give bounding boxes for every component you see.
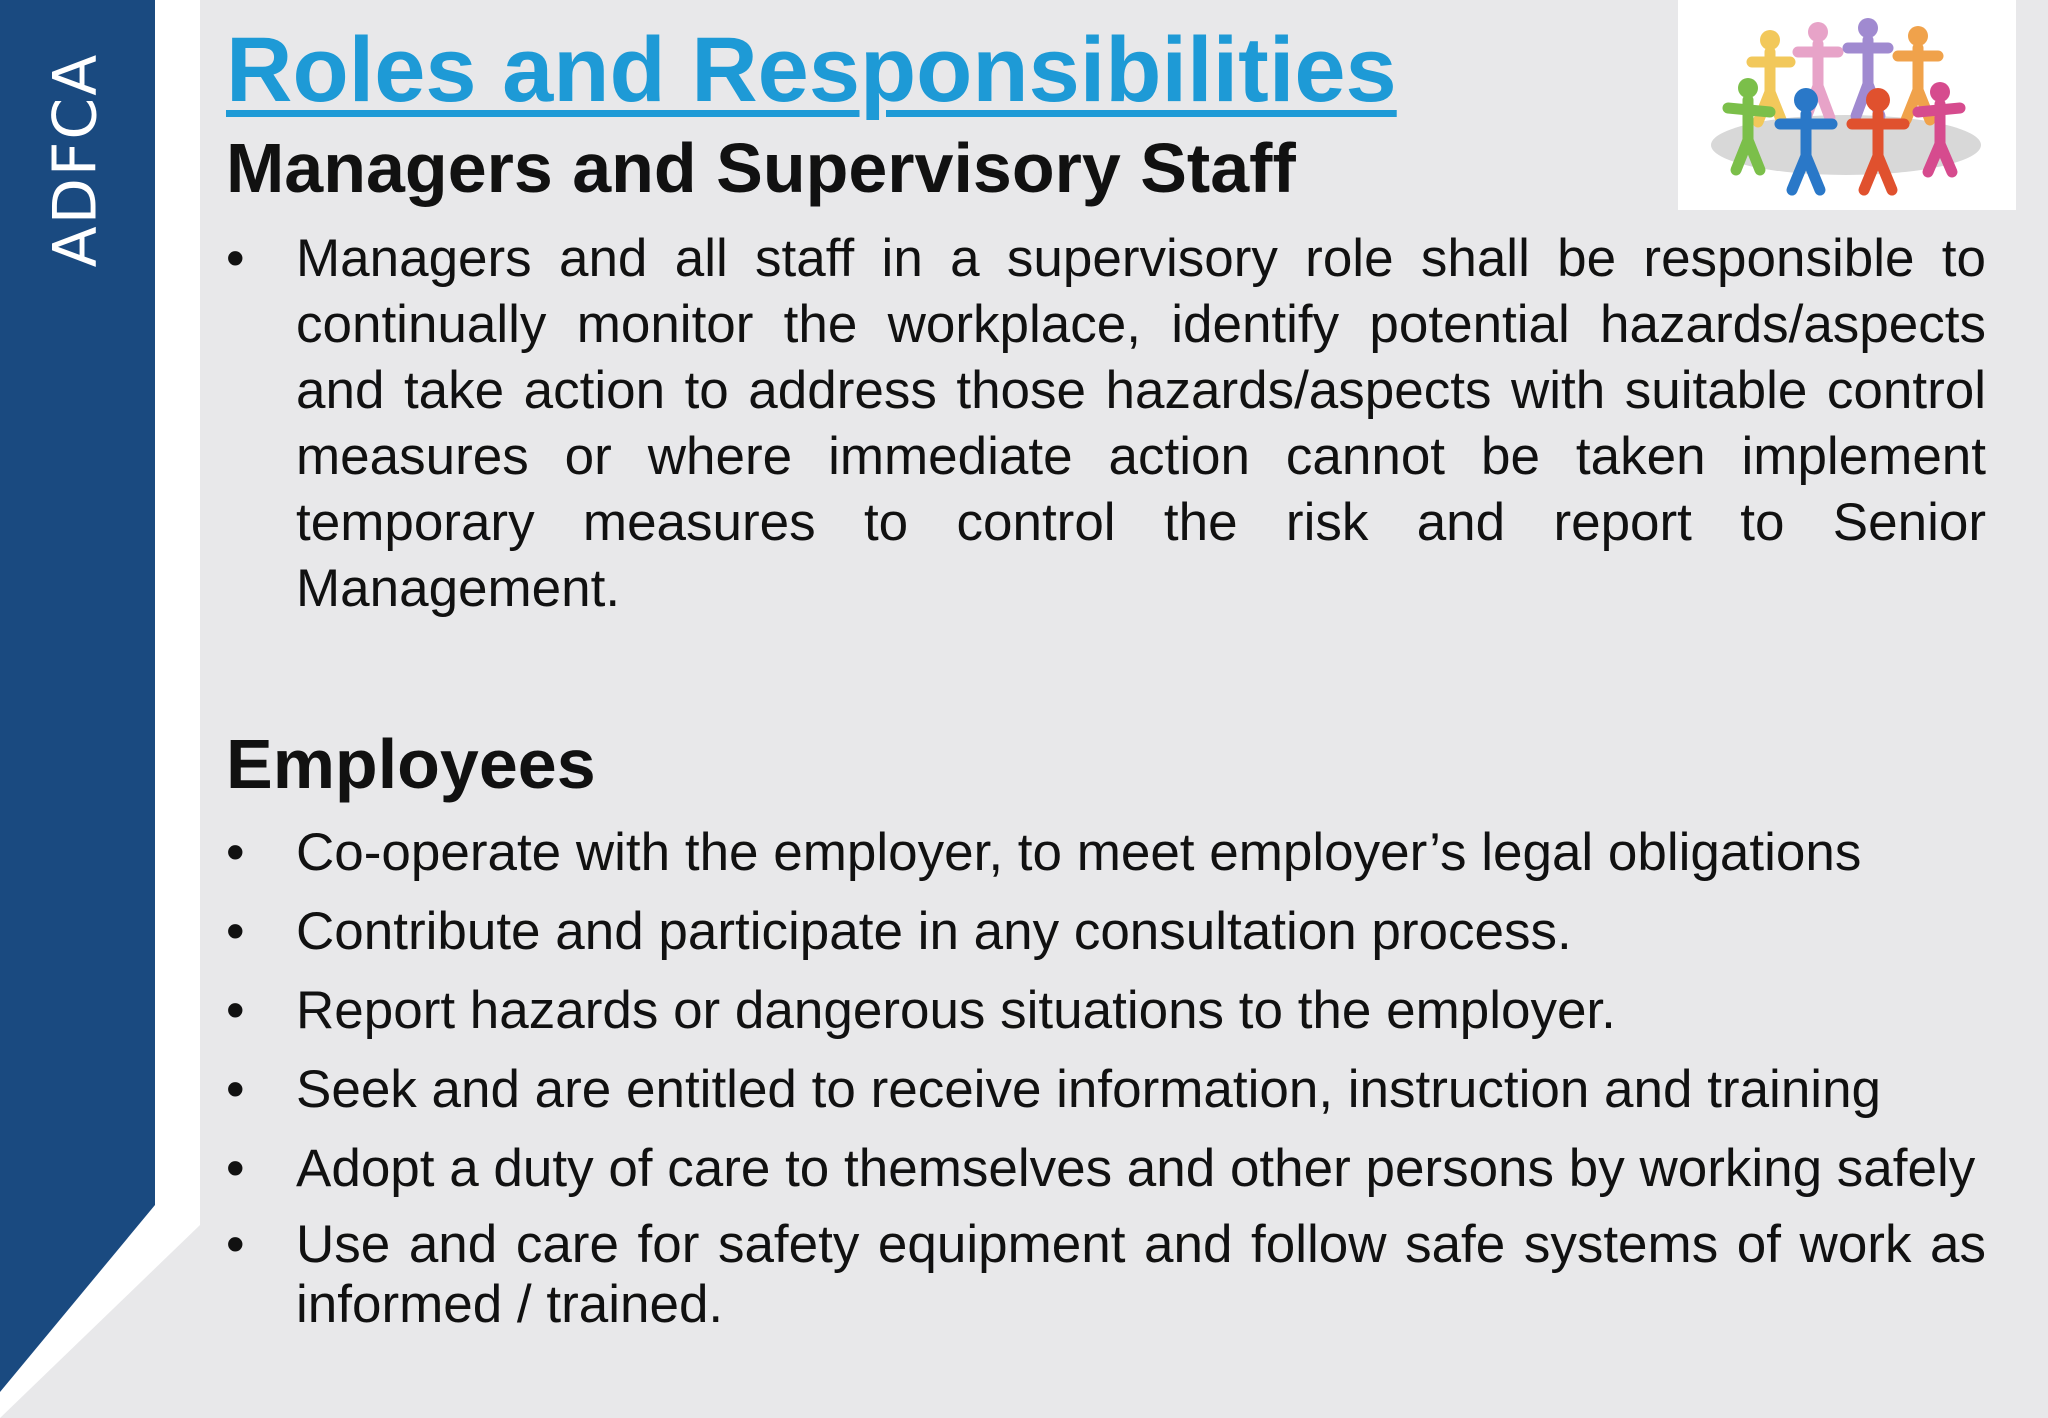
list-item: • Co-operate with the employer, to meet employer’s legal obligations bbox=[226, 820, 1986, 886]
managers-bullet-list bbox=[226, 226, 1986, 622]
section-heading-managers: Managers and Supervisory Staff bbox=[226, 129, 1296, 207]
list-item: • Seek and are entitled to receive information, instruction and training bbox=[226, 1057, 1986, 1123]
list-item: • Use and care for safety equipment and follow safe systems of work as informed / trained. bbox=[226, 1215, 1986, 1335]
brand-text: ADFCA bbox=[40, 52, 111, 268]
list-item: • Contribute and participate in any consultation process. bbox=[226, 899, 1986, 965]
list-item: • Managers and all staff in a supervisory role shall be responsible to continually monitor the workplace, identify potential hazards/aspects and take action to address those hazards/aspects with suitable control measures or where immediate action cannot be taken implement temporary measures to control the risk and report to Senior Management. bbox=[226, 226, 1986, 622]
list-item: • Adopt a duty of care to themselves and other persons by working safely bbox=[226, 1136, 1986, 1202]
list-item: • Report hazards or dangerous situations to the employer. bbox=[226, 978, 1986, 1044]
sidebar-band bbox=[0, 0, 200, 1418]
brand-logo bbox=[40, 52, 111, 268]
employees-bullet-list bbox=[226, 820, 1986, 1348]
people-circle-icon bbox=[1678, 0, 2016, 210]
page-title: Roles and Responsibilities bbox=[226, 19, 1397, 121]
section-heading-employees: Employees bbox=[226, 725, 596, 803]
